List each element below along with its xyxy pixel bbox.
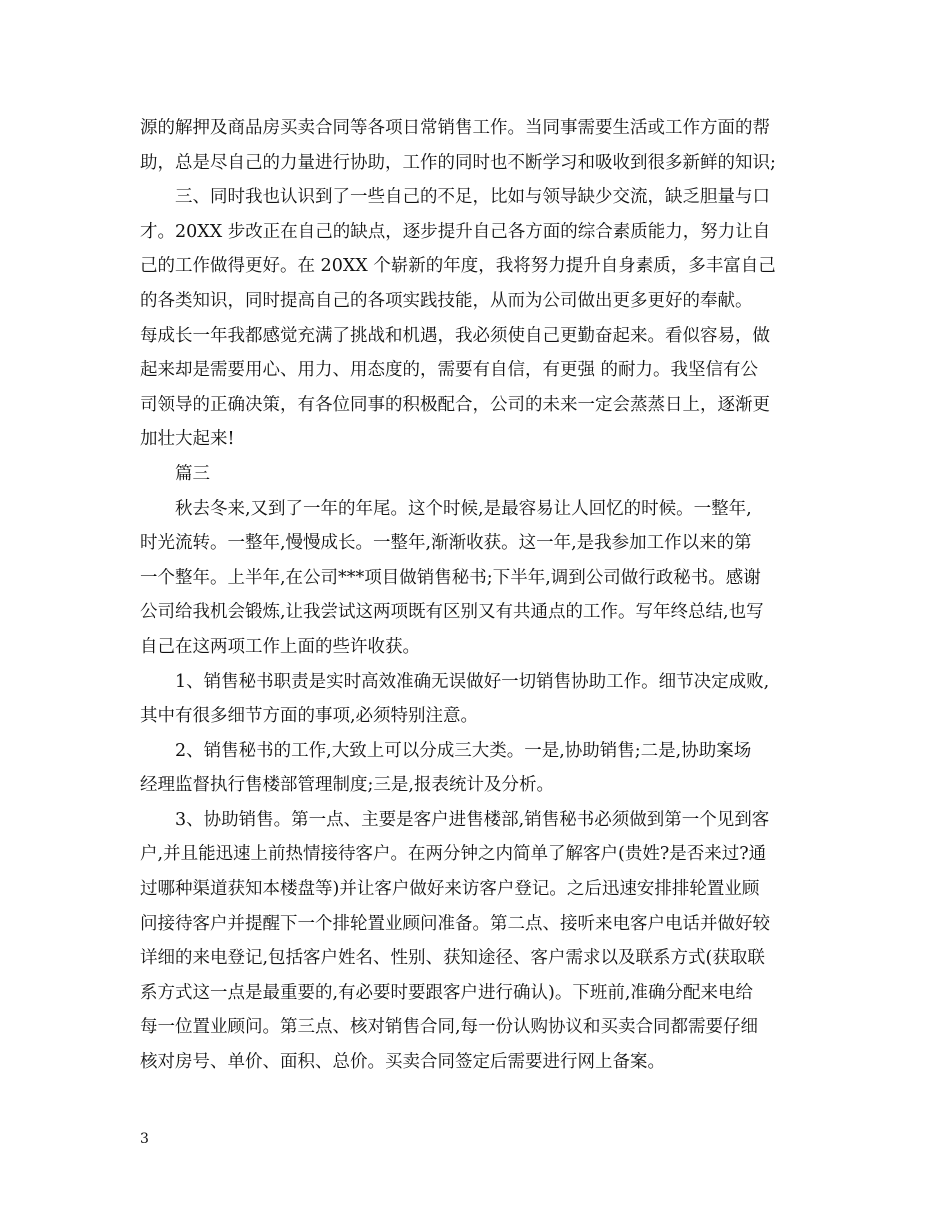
text-line: 问接待客户并提醒下一个排轮置业顾问准备。第二点、接听来电客户电话并做好较: [140, 913, 770, 934]
document-body: [140, 111, 820, 1080]
text-line: 每成长一年我都感觉充满了挑战和机遇，我必须使自己更勤奋起来。看似容易，做: [140, 325, 770, 346]
text-line: 起来却是需要用心、用力、用态度的，需要有自信，有更强 的耐力。我坚信有公: [140, 360, 759, 381]
text-line: 源的解押及商品房买卖合同等各项日常销售工作。当同事需要生活或工作方面的帮: [140, 118, 770, 138]
text-line: 详细的来电登记,包括客户姓名、性别、获知途径、客户需求以及联系方式(获取联: [140, 948, 765, 969]
text-line: 秋去冬来,又到了一年的年尾。这个时候,是最容易让人回忆的时候。一整年,: [175, 498, 752, 519]
text-line: 经理监督执行售楼部管理制度;三是,报表统计及分析。: [140, 775, 554, 796]
text-line: 3、协助销售。第一点、主要是客户进售楼部,销售秘书必须做到第一个见到客: [175, 809, 770, 830]
text-line: 自己在这两项工作上面的些许收获。: [140, 636, 420, 657]
text-line: 己的工作做得更好。在 20XX 个崭新的年度，我将努力提升自身素质，多丰富自己: [140, 256, 776, 277]
text-line: 系方式这一点是最重要的,有必要时要跟客户进行确认)。下班前,准确分配来电给: [140, 982, 753, 1003]
text-line: 核对房号、单价、面积、总价。买卖合同签定后需要进行网上备案。: [140, 1052, 665, 1073]
text-line: 公司给我机会锻炼,让我尝试这两项既有区别又有共通点的工作。写年终总结,也写: [140, 602, 764, 623]
text-line: 的各类知识，同时提高自己的各项实践技能，从而为公司做出更多更好的奉献。: [140, 290, 753, 311]
text-line: 才。20XX 步改正在自己的缺点，逐步提升自己各方面的综合素质能力，努力让自: [140, 221, 771, 242]
page-number: 3: [140, 1131, 149, 1147]
text-line: 2、销售秘书的工作,大致上可以分成三大类。一是,协助销售;二是,协助案场: [175, 740, 752, 761]
text-line: 1、销售秘书职责是实时高效准确无误做好一切销售协助工作。细节决定成败,: [175, 671, 770, 692]
text-line: 助，总是尽自己的力量进行协助，工作的同时也不断学习和吸收到很多新鲜的知识;: [140, 152, 776, 173]
text-line: 三、同时我也认识到了一些自己的不足，比如与领导缺少交流，缺乏胆量与口: [175, 187, 770, 208]
text-line: 过哪种渠道获知本楼盘等)并让客户做好来访客户登记。之后迅速安排排轮置业顾: [140, 879, 760, 900]
text-line: 加壮大起来!: [140, 429, 235, 450]
text-line: 时光流转。一整年,慢慢成长。一整年,渐渐收获。这一年,是我参加工作以来的第: [140, 533, 752, 554]
text-line: 篇三: [175, 463, 210, 484]
text-line: 户,并且能迅速上前热情接待客户。在两分钟之内简单了解客户(贵姓?是否来过?通: [140, 844, 767, 865]
text-line: 司领导的正确决策，有各位同事的积极配合，公司的未来一定会蒸蒸日上，逐渐更: [140, 394, 770, 415]
text-line: 其中有很多细节方面的事项,必须特别注意。: [140, 706, 479, 727]
text-line: 一个整年。上半年,在公司***项目做销售秘书;下半年,调到公司做行政秘书。感谢: [140, 567, 761, 588]
text-line: 每一位置业顾问。第三点、核对销售合同,每一份认购协议和买卖合同都需要仔细: [140, 1017, 759, 1038]
